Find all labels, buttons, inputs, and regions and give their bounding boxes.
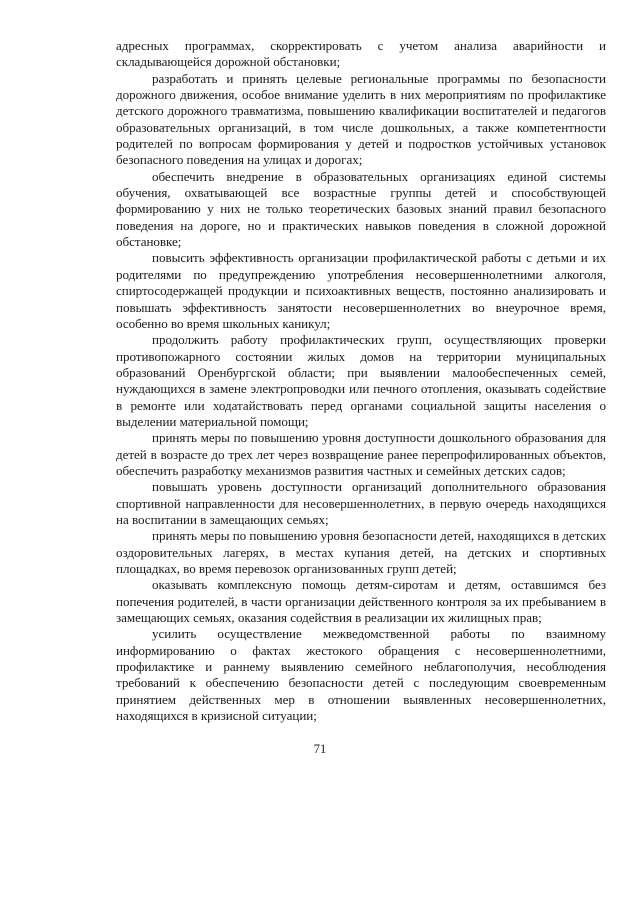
paragraph-orphan-assistance: оказывать комплексную помощь детям-сиротам и детям, оставшимся без попечения родителей, в части организации действенного контроля за их пребыванием в замещающих семьях, оказания содействия в реализации их жилищных прав; — [116, 577, 606, 626]
paragraph-prevention-work: повысить эффективность организации профилактической работы с детьми и их родителями по предупреждению употребления несовершеннолетними алкоголя, спиртосодержащей продукции и психоактивных веществ, постоянно анализировать и повышать эффективность занятости несовершеннолетних во внеурочное время, особенно во время школьных каникул; — [116, 250, 606, 331]
paragraph-preschool-access: принять меры по повышению уровня доступности дошкольного образования для детей в возрасте до трех лет через возвращение ранее перепрофилированных объектов, обеспечить разработку механизмов развития частных и семейных детских садов; — [116, 430, 606, 478]
paragraph-address-programs: адресных программах, скорректировать с учетом анализа аварийности и складывающейся дорожной обстановки; — [116, 38, 606, 70]
page-number: 71 — [313, 742, 327, 756]
paragraph-interagency-work: усилить осуществление межведомственной работы по взаимному информированию о фактах жестокого обращения с несовершеннолетними, профилактике и раннему выявлению семейного неблагополучия, несоблюдения требований к обеспечению безопасности детей с последующим своевременным принятием действенных мер в отношении выявленных несовершеннолетних, находящихся в кризисной ситуации; — [116, 626, 606, 724]
paragraph-fire-safety-groups: продолжить работу профилактических групп, осуществляющих проверки противопожарного состоянии жилых домов на территории муниципальных образований Оренбургской области; при выявлении малообеспеченных семей, нуждающихся в замене электропроводки или печного отопления, оказывать содействие в ремонте или ходатайствовать перед органами социальной защиты населения о выделении материальной помощи; — [116, 332, 606, 429]
document-body — [116, 38, 606, 724]
paragraph-unified-training-system: обеспечить внедрение в образовательных организациях единой системы обучения, охватывающей все возрастные группы детей и способствующей формированию у них не только теоретических базовых знаний правил безопасного поведения на дороге, но и практических навыков поведения в сложной дорожной обстановке; — [116, 168, 606, 250]
paragraph-road-safety-programs: разработать и принять целевые региональные программы по безопасности дорожного движения, особое внимание уделить в них мероприятиям по профилактике детского дорожного травматизма, повышению квалификации воспитателей и педагогов образовательных организаций, в том числе дошкольных, а также компетентности родителей по вопросам формирования у детей и подростков устойчивых установок безопасного поведения на улицах и дорогах; — [116, 70, 606, 168]
paragraph-sports-education: повышать уровень доступности организаций дополнительного образования спортивной направленности для несовершеннолетних, в первую очередь находящихся на воспитании в замещающих семьях; — [116, 479, 606, 527]
paragraph-children-safety: принять меры по повышению уровня безопасности детей, находящихся в детских оздоровительных лагерях, в местах купания детей, на детских и спортивных площадках, во время перевозок организованных групп детей; — [116, 528, 606, 576]
